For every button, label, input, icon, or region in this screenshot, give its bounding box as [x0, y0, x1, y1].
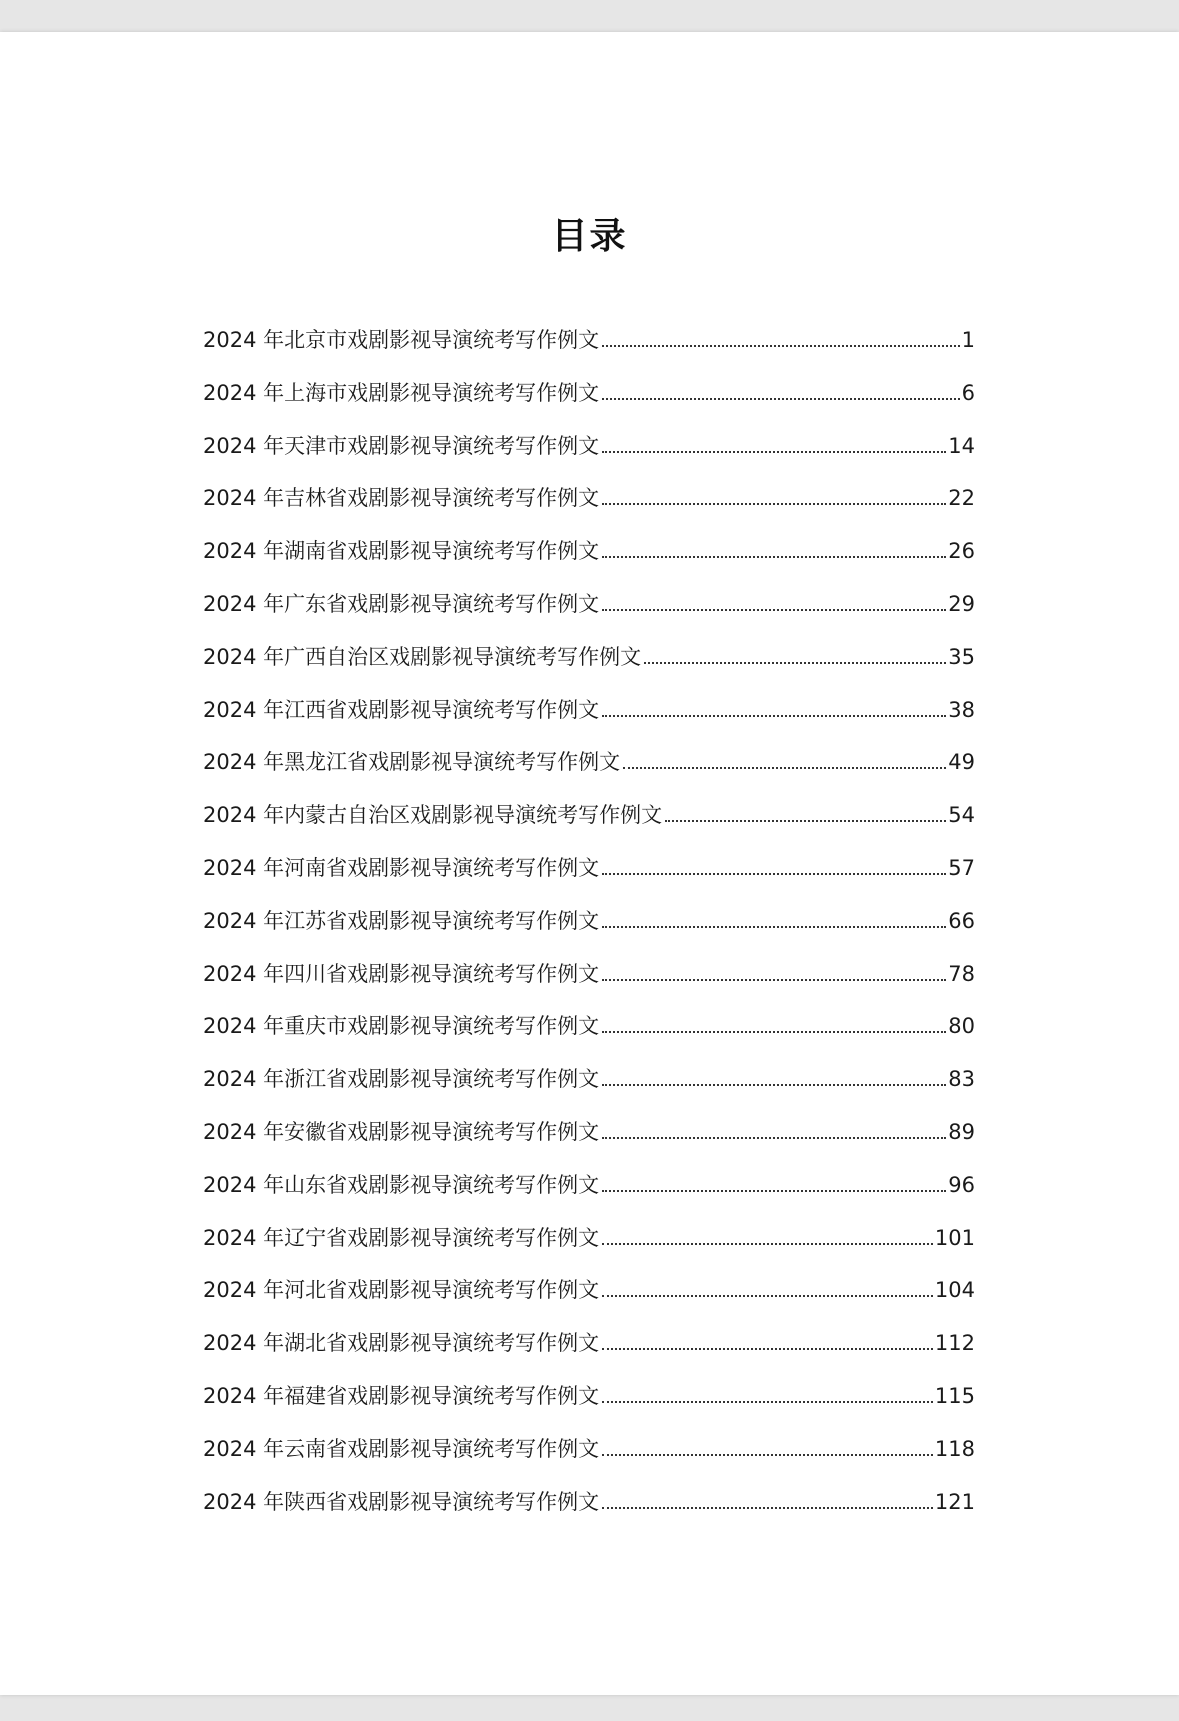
- toc-entry[interactable]: [203, 746, 975, 799]
- toc-entry[interactable]: [203, 694, 975, 747]
- toc-entry[interactable]: [203, 588, 975, 641]
- toc-entry-title: 2024 年四川省戏剧影视导演统考写作例文: [203, 961, 600, 986]
- toc-entry[interactable]: [203, 1116, 975, 1169]
- toc-entry-title: 2024 年内蒙古自治区戏剧影视导演统考写作例文: [203, 803, 663, 828]
- toc-dot-leader: [644, 662, 946, 664]
- toc-entry-page-number: 6: [961, 380, 975, 405]
- toc-entry-page-number: 38: [948, 697, 975, 722]
- toc-entry[interactable]: [203, 1433, 975, 1486]
- toc-entry-page-number: 14: [948, 433, 975, 458]
- toc-entry-page-number: 121: [934, 1489, 975, 1514]
- toc-dot-leader: [602, 1243, 933, 1245]
- toc-dot-leader: [602, 345, 960, 347]
- toc-list: [203, 324, 975, 1538]
- toc-entry[interactable]: [203, 1274, 975, 1327]
- toc-entry-title: 2024 年山东省戏剧影视导演统考写作例文: [203, 1172, 600, 1197]
- toc-dot-leader: [602, 1137, 946, 1139]
- toc-dot-leader: [602, 715, 946, 717]
- toc-dot-leader: [602, 1031, 946, 1033]
- toc-dot-leader: [665, 820, 946, 822]
- toc-dot-leader: [602, 1401, 933, 1403]
- toc-entry-title: 2024 年云南省戏剧影视导演统考写作例文: [203, 1436, 600, 1461]
- toc-entry-page-number: 1: [961, 328, 975, 352]
- toc-entry-page-number: 80: [948, 1014, 975, 1039]
- toc-entry[interactable]: [203, 1169, 975, 1222]
- toc-entry[interactable]: [203, 1380, 975, 1433]
- toc-entry-title: 2024 年江西省戏剧影视导演统考写作例文: [203, 697, 600, 722]
- toc-dot-leader: [602, 1507, 933, 1509]
- toc-dot-leader: [602, 1295, 933, 1297]
- toc-entry-page-number: 49: [948, 750, 975, 775]
- toc-entry-title: 2024 年湖南省戏剧影视导演统考写作例文: [203, 539, 600, 564]
- toc-entry-page-number: 83: [948, 1067, 975, 1092]
- toc-dot-leader: [602, 1348, 933, 1350]
- toc-dot-leader: [602, 979, 946, 981]
- toc-entry-title: 2024 年福建省戏剧影视导演统考写作例文: [203, 1383, 600, 1408]
- toc-dot-leader: [623, 767, 946, 769]
- toc-entry-title: 2024 年北京市戏剧影视导演统考写作例文: [203, 328, 600, 352]
- toc-entry-title: 2024 年黑龙江省戏剧影视导演统考写作例文: [203, 750, 621, 775]
- toc-entry-page-number: 96: [948, 1172, 975, 1197]
- toc-entry[interactable]: [203, 1222, 975, 1275]
- toc-entry[interactable]: [203, 905, 975, 958]
- toc-dot-leader: [602, 609, 946, 611]
- toc-entry-title: 2024 年安徽省戏剧影视导演统考写作例文: [203, 1119, 600, 1144]
- toc-entry-title: 2024 年吉林省戏剧影视导演统考写作例文: [203, 486, 600, 511]
- toc-entry[interactable]: [203, 324, 975, 377]
- toc-entry-title: 2024 年河南省戏剧影视导演统考写作例文: [203, 855, 600, 880]
- toc-entry-page-number: 78: [948, 961, 975, 986]
- toc-entry[interactable]: [203, 535, 975, 588]
- toc-dot-leader: [602, 1084, 946, 1086]
- toc-entry-title: 2024 年天津市戏剧影视导演统考写作例文: [203, 433, 600, 458]
- toc-entry-title: 2024 年河北省戏剧影视导演统考写作例文: [203, 1278, 600, 1303]
- toc-entry-page-number: 115: [934, 1383, 975, 1408]
- toc-entry-page-number: 112: [934, 1331, 975, 1356]
- toc-entry-title: 2024 年江苏省戏剧影视导演统考写作例文: [203, 908, 600, 933]
- toc-entry-page-number: 29: [948, 591, 975, 616]
- toc-entry-title: 2024 年重庆市戏剧影视导演统考写作例文: [203, 1014, 600, 1039]
- toc-entry-page-number: 89: [948, 1119, 975, 1144]
- toc-entry[interactable]: [203, 1063, 975, 1116]
- toc-entry[interactable]: [203, 1010, 975, 1063]
- toc-entry[interactable]: [203, 958, 975, 1011]
- toc-entry-title: 2024 年辽宁省戏剧影视导演统考写作例文: [203, 1225, 600, 1250]
- toc-entry[interactable]: [203, 430, 975, 483]
- toc-entry[interactable]: [203, 799, 975, 852]
- toc-entry-page-number: 35: [948, 644, 975, 669]
- toc-entry-page-number: 54: [948, 803, 975, 828]
- toc-entry-title: 2024 年陕西省戏剧影视导演统考写作例文: [203, 1489, 600, 1514]
- toc-entry-title: 2024 年湖北省戏剧影视导演统考写作例文: [203, 1331, 600, 1356]
- toc-entry[interactable]: [203, 377, 975, 430]
- toc-dot-leader: [602, 926, 946, 928]
- toc-dot-leader: [602, 1190, 946, 1192]
- toc-entry-page-number: 57: [948, 855, 975, 880]
- toc-entry-page-number: 104: [934, 1278, 975, 1303]
- toc-dot-leader: [602, 556, 946, 558]
- toc-title: 目录: [551, 216, 628, 257]
- toc-dot-leader: [602, 451, 946, 453]
- toc-entry[interactable]: [203, 1327, 975, 1380]
- toc-dot-leader: [602, 873, 946, 875]
- toc-entry[interactable]: [203, 852, 975, 905]
- toc-entry[interactable]: [203, 1486, 975, 1539]
- toc-entry[interactable]: [203, 641, 975, 694]
- toc-entry-page-number: 22: [948, 486, 975, 511]
- toc-entry-page-number: 101: [934, 1225, 975, 1250]
- document-page: [0, 32, 1179, 1695]
- toc-entry-page-number: 118: [934, 1436, 975, 1461]
- toc-entry-title: 2024 年广东省戏剧影视导演统考写作例文: [203, 591, 600, 616]
- toc-dot-leader: [602, 503, 946, 505]
- toc-dot-leader: [602, 398, 960, 400]
- toc-entry-page-number: 66: [948, 908, 975, 933]
- toc-entry[interactable]: [203, 482, 975, 535]
- toc-entry-title: 2024 年广西自治区戏剧影视导演统考写作例文: [203, 644, 642, 669]
- toc-dot-leader: [602, 1454, 933, 1456]
- toc-entry-page-number: 26: [948, 539, 975, 564]
- toc-entry-title: 2024 年上海市戏剧影视导演统考写作例文: [203, 380, 600, 405]
- toc-entry-title: 2024 年浙江省戏剧影视导演统考写作例文: [203, 1067, 600, 1092]
